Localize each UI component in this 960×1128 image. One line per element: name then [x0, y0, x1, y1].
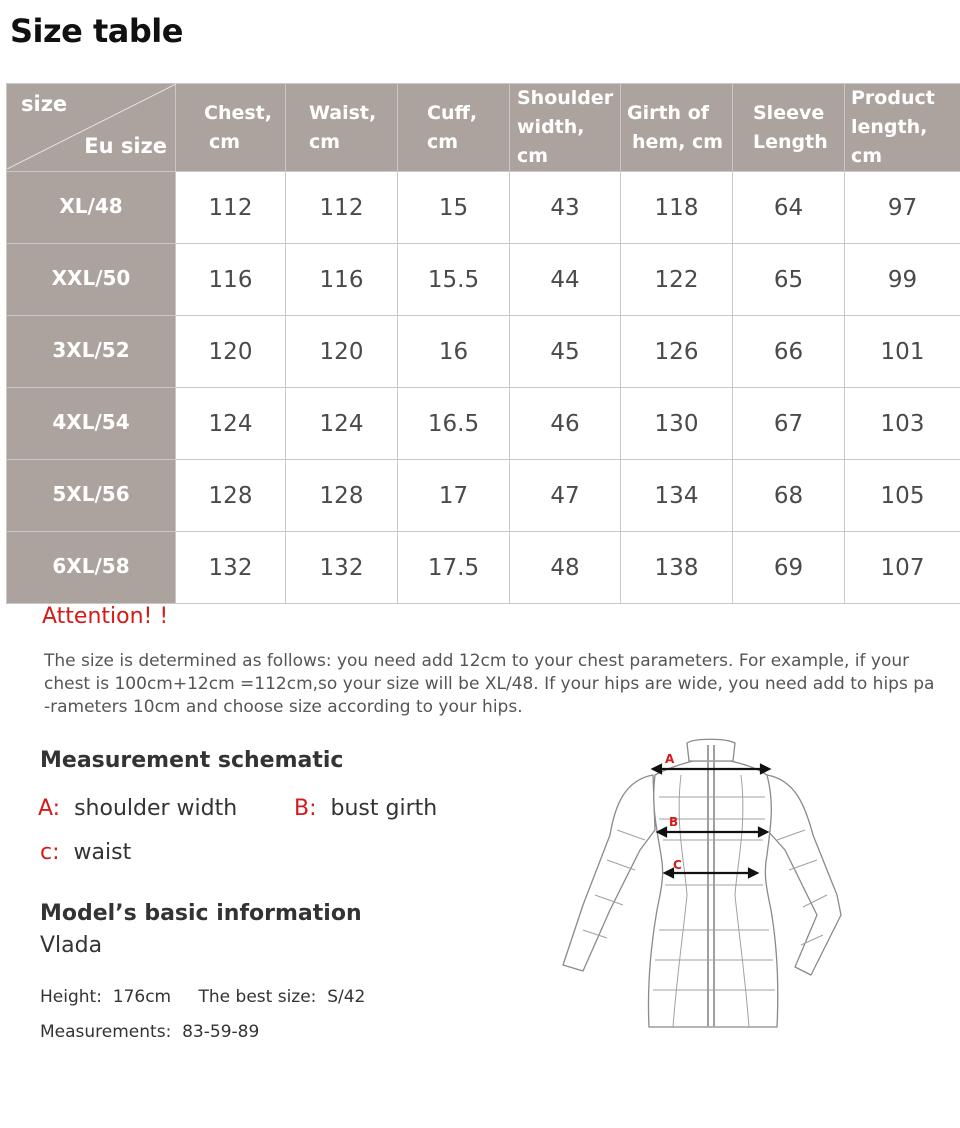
- label-a: A: [665, 752, 675, 766]
- value-cell: 97: [845, 172, 960, 244]
- header-line: cm: [309, 130, 341, 153]
- value-cell: 65: [733, 244, 845, 316]
- note-line: chest is 100cm+12cm =112cm,so your size will be XL/48. If your hips are wide, you need add to hips pa: [44, 674, 935, 694]
- measurements-value: 83-59-89: [182, 1022, 260, 1042]
- model-height-row: [40, 987, 365, 1007]
- corner-eu-size-label: Eu size: [84, 134, 167, 158]
- header-line: Cuff,: [427, 101, 478, 124]
- table-row: [7, 316, 960, 388]
- legend-c-key: c:: [40, 840, 60, 865]
- value-cell: 46: [510, 388, 621, 460]
- height-value: 176cm: [112, 987, 172, 1007]
- header-waist: [286, 84, 398, 172]
- value-cell: 17: [398, 460, 510, 532]
- label-b: B: [669, 815, 679, 829]
- value-cell: 124: [176, 388, 286, 460]
- value-cell: 107: [845, 532, 960, 604]
- table-header-row: [7, 84, 960, 172]
- value-cell: 138: [621, 532, 733, 604]
- header-line: Sleeve: [753, 101, 825, 124]
- value-cell: 17.5: [398, 532, 510, 604]
- value-cell: 130: [621, 388, 733, 460]
- value-cell: 112: [286, 172, 398, 244]
- value-cell: 16: [398, 316, 510, 388]
- model-name: Vlada: [40, 933, 103, 958]
- value-cell: 120: [286, 316, 398, 388]
- value-cell: 67: [733, 388, 845, 460]
- measurements-label: Measurements:: [40, 1022, 172, 1042]
- value-cell: 132: [286, 532, 398, 604]
- header-line: hem, cm: [632, 130, 724, 153]
- value-cell: 44: [510, 244, 621, 316]
- value-cell: 64: [733, 172, 845, 244]
- header-chest: [176, 84, 286, 172]
- value-cell: 48: [510, 532, 621, 604]
- schematic-heading: Measurement schematic: [40, 748, 344, 773]
- value-cell: 101: [845, 316, 960, 388]
- value-cell: 118: [621, 172, 733, 244]
- legend-b: [294, 796, 437, 821]
- page-title: Size table: [10, 12, 183, 50]
- model-heading: Model’s basic information: [40, 901, 362, 926]
- legend-b-label: bust girth: [330, 796, 438, 821]
- header-line: Length: [753, 130, 828, 153]
- header-line: Chest,: [204, 101, 272, 124]
- attention-heading: Attention! !: [42, 604, 169, 629]
- value-cell: 116: [286, 244, 398, 316]
- corner-size-label: size: [21, 92, 68, 116]
- value-cell: 132: [176, 532, 286, 604]
- coat-diagram: [555, 735, 850, 1040]
- header-line: cm: [427, 130, 459, 153]
- size-cell: 4XL/54: [7, 388, 176, 460]
- legend-a-key: A:: [38, 796, 61, 821]
- value-cell: 105: [845, 460, 960, 532]
- value-cell: 128: [176, 460, 286, 532]
- size-cell: 3XL/52: [7, 316, 176, 388]
- note-line: -rameters 10cm and choose size according to your hips.: [44, 697, 523, 717]
- header-line: Girth of: [627, 101, 710, 124]
- value-cell: 45: [510, 316, 621, 388]
- header-cuff: [398, 84, 510, 172]
- coat-collar: [687, 739, 735, 761]
- value-cell: 15: [398, 172, 510, 244]
- left-sleeve: [563, 775, 655, 971]
- header-line: width, cm: [517, 116, 585, 167]
- legend-b-key: B:: [294, 796, 317, 821]
- size-cell: 6XL/58: [7, 532, 176, 604]
- value-cell: 16.5: [398, 388, 510, 460]
- value-cell: 69: [733, 532, 845, 604]
- legend-a-label: shoulder width: [74, 796, 238, 821]
- value-cell: 103: [845, 388, 960, 460]
- legend-c: [40, 840, 131, 865]
- value-cell: 15.5: [398, 244, 510, 316]
- value-cell: 43: [510, 172, 621, 244]
- corner-cell: [7, 84, 176, 172]
- legend-c-label: waist: [73, 840, 132, 865]
- header-girth-of-hem: [621, 84, 733, 172]
- model-measurements-row: [40, 1022, 259, 1042]
- header-line: length, cm: [851, 116, 928, 167]
- header-line: Waist,: [309, 101, 377, 124]
- header-product-length: [845, 84, 960, 172]
- value-cell: 99: [845, 244, 960, 316]
- right-sleeve: [767, 775, 841, 975]
- value-cell: 116: [176, 244, 286, 316]
- header-line: cm: [209, 130, 241, 153]
- label-c: C: [673, 858, 682, 872]
- header-line: Shoulder: [517, 87, 614, 109]
- value-cell: 124: [286, 388, 398, 460]
- size-cell: XXL/50: [7, 244, 176, 316]
- size-cell: 5XL/56: [7, 460, 176, 532]
- table-row: [7, 460, 960, 532]
- value-cell: 47: [510, 460, 621, 532]
- size-table: [6, 83, 960, 604]
- header-sleeve-length: [733, 84, 845, 172]
- value-cell: 126: [621, 316, 733, 388]
- size-note: [44, 650, 935, 719]
- size-cell: XL/48: [7, 172, 176, 244]
- value-cell: 128: [286, 460, 398, 532]
- table-row: [7, 172, 960, 244]
- header-line: Product: [851, 87, 935, 109]
- note-line: The size is determined as follows: you need add 12cm to your chest parameters. For example, if your: [44, 651, 910, 671]
- table-row: [7, 532, 960, 604]
- value-cell: 122: [621, 244, 733, 316]
- value-cell: 66: [733, 316, 845, 388]
- best-size-label: The best size:: [198, 987, 317, 1007]
- table-row: [7, 388, 960, 460]
- height-label: Height:: [40, 987, 102, 1007]
- best-size-value: S/42: [327, 987, 366, 1007]
- value-cell: 134: [621, 460, 733, 532]
- table-row: [7, 244, 960, 316]
- header-shoulder: [510, 84, 621, 172]
- value-cell: 68: [733, 460, 845, 532]
- value-cell: 112: [176, 172, 286, 244]
- value-cell: 120: [176, 316, 286, 388]
- legend-a: [38, 796, 237, 821]
